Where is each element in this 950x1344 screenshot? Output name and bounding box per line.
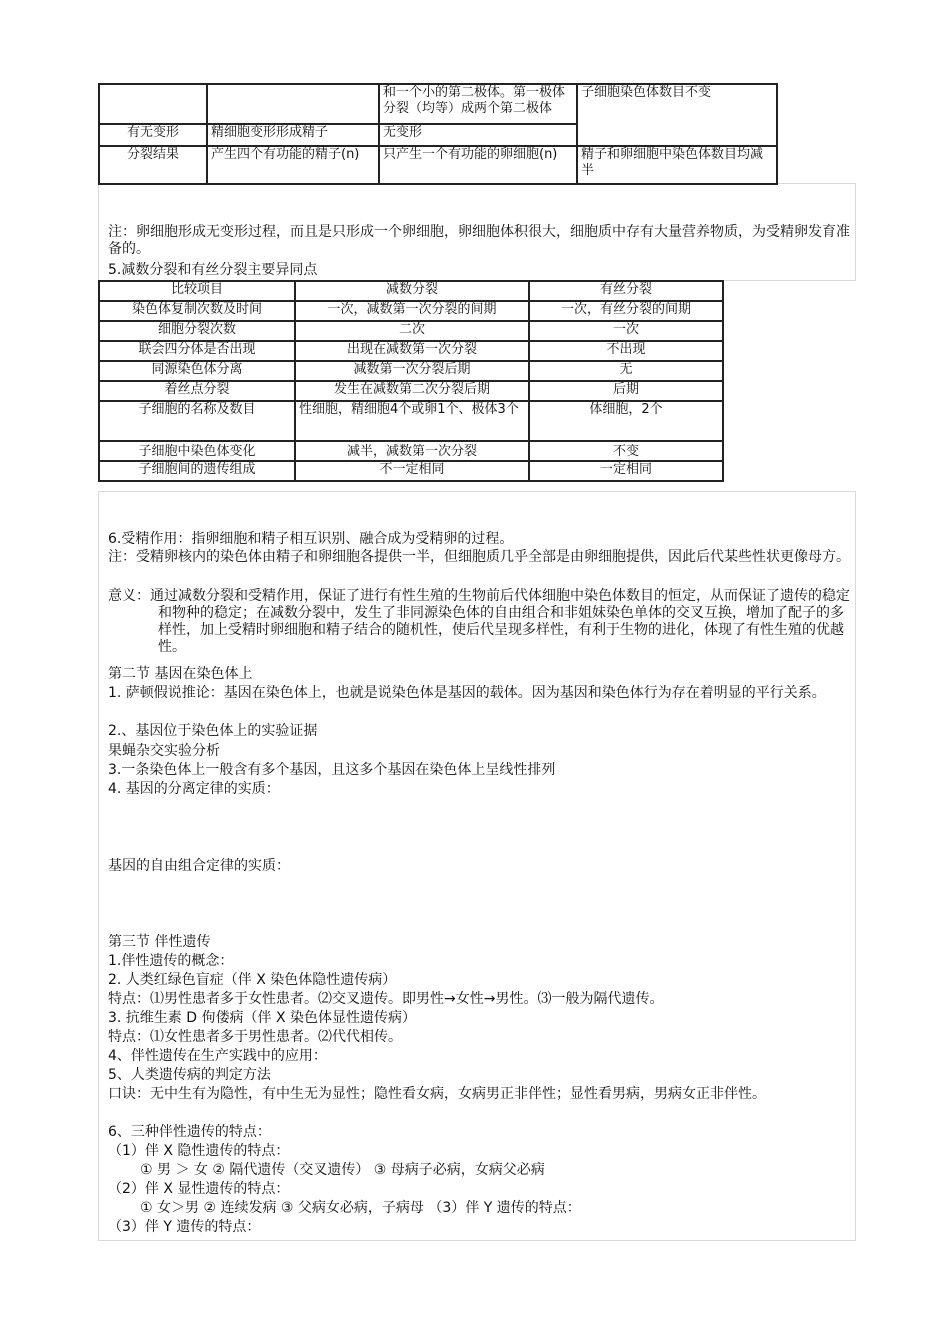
note-fertilization: 注：受精卵核内的染色体由精子和卵细胞各提供一半，但细胞质几乎全部是由卵细胞提供，因此后代某些性状更像母方。 (108, 549, 850, 565)
list-item: 特点：⑴女性患者多于男性患者。⑵代代相传。 (108, 1029, 402, 1045)
header-cell: 有丝分裂 (529, 281, 723, 301)
list-item: （1）伴 X 隐性遗传的特点： (108, 1143, 290, 1159)
table-cell: 只产生一个有功能的卵细胞(n) (379, 146, 577, 184)
table-cell: 有无变形 (99, 124, 207, 146)
table-row (99, 146, 777, 184)
paragraph-linear: 3.一条染色体上一般含有多个基因，且这多个基因在染色体上呈线性排列 (108, 762, 556, 778)
table-header-row (99, 281, 723, 301)
header-cell: 减数分裂 (295, 281, 529, 301)
table-cell: 减半，减数第一次分裂 (295, 441, 529, 461)
section-title-3: 第三节 伴性遗传 (108, 934, 211, 950)
list-item: 6、三种伴性遗传的特点： (108, 1124, 271, 1140)
table-cell: 一次 (529, 321, 723, 341)
table-cell: 精细胞变形形成精子 (207, 124, 379, 146)
table-cell: 后期 (529, 381, 723, 401)
table-row (99, 441, 723, 461)
list-item: 1.伴性遗传的概念： (108, 953, 234, 969)
table-row (99, 321, 723, 341)
table-cell: 产生四个有功能的精子(n) (207, 146, 379, 184)
table-cell: 和一个小的第二极体。第一极体分裂（均等）成两个第二极体 (379, 84, 577, 124)
list-item: 5、人类遗传病的判定方法 (108, 1067, 271, 1083)
table-cell: 细胞分裂次数 (99, 321, 295, 341)
table-row (99, 84, 777, 124)
list-item: ① 女＞男 ② 连续发病 ③ 父病女必病，子病母 （3）伴 Y 遗传的特点： (140, 1200, 581, 1216)
table-cell: 不变 (529, 441, 723, 461)
list-item: 口诀：无中生有为隐性，有中生无为显性；隐性看女病，女病男正非伴性；显性看男病，男病女正非伴性。 (108, 1086, 766, 1102)
table-cell: 同源染色体分离 (99, 361, 295, 381)
header-cell: 比较项目 (99, 281, 295, 301)
table-cell: 一次，减数第一次分裂的间期 (295, 301, 529, 321)
table-cell: 二次 (295, 321, 529, 341)
table-cell: 子细胞间的遗传组成 (99, 461, 295, 481)
list-item: 4、伴性遗传在生产实践中的应用： (108, 1048, 327, 1064)
table-cell: 无变形 (379, 124, 577, 146)
table-cell: 分裂结果 (99, 146, 207, 184)
section-title-2: 第二节 基因在染色体上 (108, 666, 253, 682)
paragraph-sutton: 1. 萨顿假说推论：基因在染色体上，也就是说染色体是基因的载体。因为基因和染色体行为存在着明显的平行关系。 (108, 685, 826, 701)
table-cell: 精子和卵细胞中染色体数目均减半 (577, 146, 777, 184)
table-cell: 一定相同 (529, 461, 723, 481)
table-row (99, 301, 723, 321)
list-item: 3. 抗维生素 D 佝偻病（伴 X 染色体显性遗传病） (108, 1010, 416, 1026)
table-cell: 一次，有丝分裂的间期 (529, 301, 723, 321)
table-cell: 发生在减数第二次分裂后期 (295, 381, 529, 401)
table-row (99, 381, 723, 401)
table-cell: 不一定相同 (295, 461, 529, 481)
table-cell: 子细胞的名称及数目 (99, 401, 295, 441)
table-cell: 染色体复制次数及时间 (99, 301, 295, 321)
list-item: 特点：⑴男性患者多于女性患者。⑵交叉遗传。即男性→女性→男性。⑶一般为隔代遗传。 (108, 991, 664, 1007)
paragraph-significance: 意义：通过减数分裂和受精作用，保证了进行有性生殖的生物前后代体细胞中染色体数目的恒定，从而保证了遗传的稳定和物种的稳定；在减数分裂中，发生了非同源染色体的自由组合和非姐妹染色单体的交叉互换，增加了配子的多样性，加上受精时卵细胞和精子结合的随机性，使后代呈现多样性，有利于生物的进化，体现了有性生殖的优越性。 (108, 588, 850, 655)
paragraph-independent: 基因的自由组合定律的实质： (108, 858, 290, 874)
table-cell: 体细胞，2个 (529, 401, 723, 441)
paragraph-evidence: 2.、基因位于染色体上的实验证据 (108, 723, 318, 739)
table-cell: 出现在减数第一次分裂 (295, 341, 529, 361)
section-heading-5: 5.减数分裂和有丝分裂主要异同点 (108, 262, 318, 278)
table-cell: 性细胞，精细胞4个或卵1个、极体3个 (295, 401, 529, 441)
table-cell: 子细胞染色体数目不变 (577, 84, 777, 146)
paragraph-segregation: 4. 基因的分离定律的实质： (108, 781, 280, 797)
list-item: 2. 人类红绿色盲症（伴 X 染色体隐性遗传病） (108, 972, 397, 988)
table-cell: 不出现 (529, 341, 723, 361)
table-cell (99, 84, 207, 124)
list-item: （2）伴 X 显性遗传的特点： (108, 1181, 290, 1197)
table-row (99, 361, 723, 381)
paragraph-fruitfly: 果蝇杂交实验分析 (108, 743, 220, 759)
table-cell: 着丝点分裂 (99, 381, 295, 401)
table-cell: 子细胞中染色体变化 (99, 441, 295, 461)
table-cell (207, 84, 379, 124)
table-row (99, 461, 723, 481)
table-row (99, 401, 723, 441)
table-cell: 无 (529, 361, 723, 381)
gamete-comparison-table (98, 83, 778, 185)
meiosis-mitosis-table (98, 280, 724, 482)
list-item: ① 男 ＞ 女 ② 隔代遗传（交叉遗传） ③ 母病子必病，女病父必病 (140, 1162, 545, 1178)
table-row (99, 341, 723, 361)
table-cell: 联会四分体是否出现 (99, 341, 295, 361)
list-item: （3）伴 Y 遗传的特点： (108, 1219, 261, 1235)
paragraph-fertilization: 6.受精作用：指卵细胞和精子相互识别、融合成为受精卵的过程。 (108, 531, 514, 547)
note-egg-cell: 注：卵细胞形成无变形过程，而且是只形成一个卵细胞，卵细胞体积很大，细胞质中存有大量营养物质，为受精卵发育准备的。 (108, 224, 850, 257)
table-cell: 减数第一次分裂后期 (295, 361, 529, 381)
